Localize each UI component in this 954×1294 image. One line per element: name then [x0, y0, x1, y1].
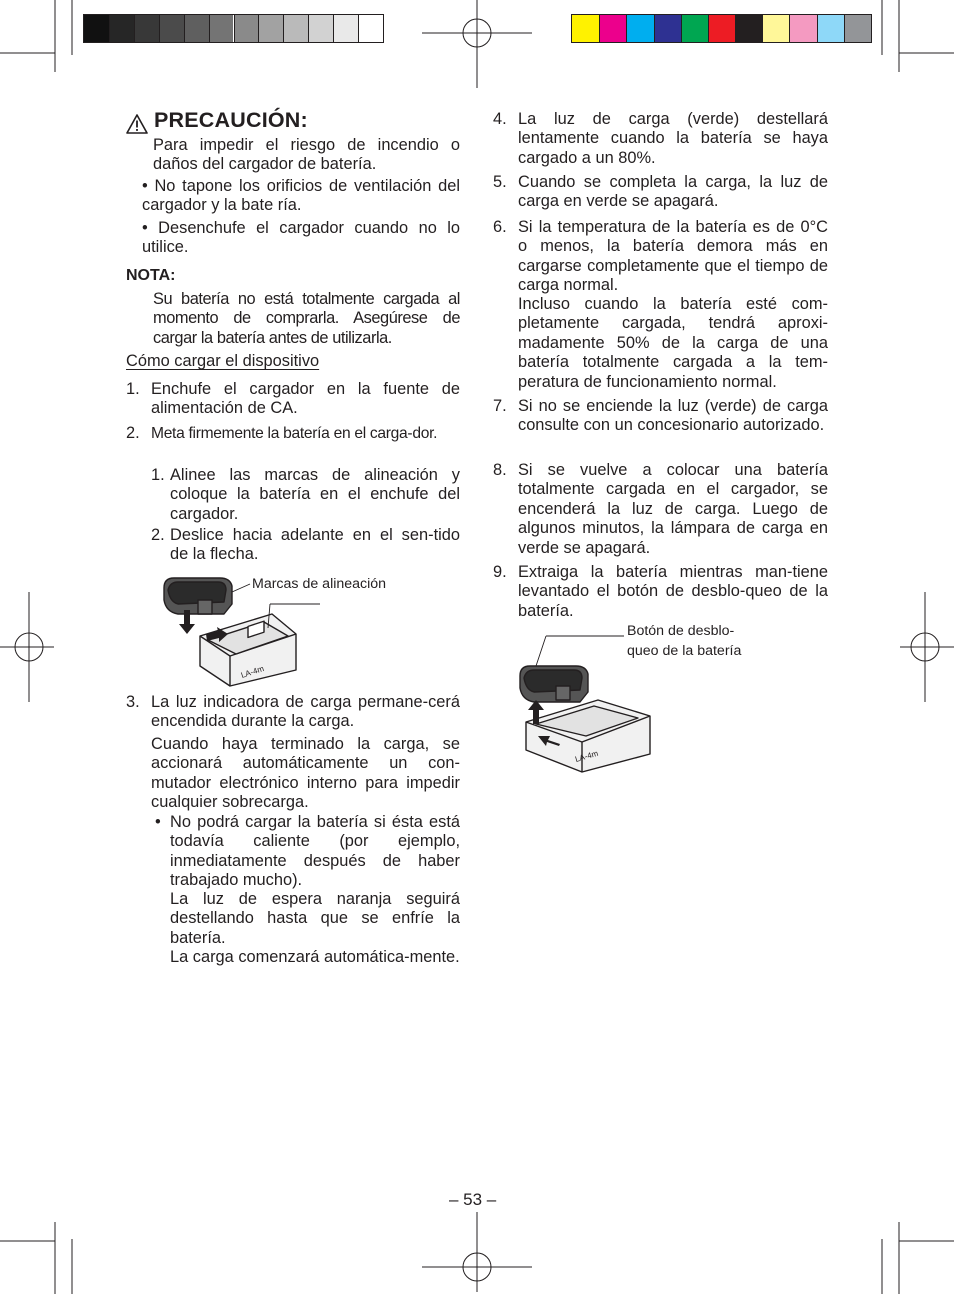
- caution-bullet-2: • Desenchufe el cargador cuando no lo utilice.: [142, 219, 460, 257]
- step-8-number: 8.: [493, 461, 507, 479]
- color-swatch: [681, 15, 708, 42]
- color-swatch: [844, 15, 871, 42]
- registration-target-right: [900, 592, 954, 702]
- alignment-marks-caption: Marcas de alineación: [252, 576, 387, 592]
- step-3-text: La luz indicadora de carga permane-cerá encendida durante la carga.: [151, 693, 460, 731]
- step-9-text: Extraiga la batería mientras man-tiene levantado el botón de desblo-queo de la batería.: [518, 563, 828, 620]
- step-6-paragraph: Incluso cuando la batería esté com-pletamente cargada, tendrá aproxi-madamente 50% de la carga de una batería totalmente cargada a la tem-peratura de funcionamiento normal.: [518, 295, 828, 391]
- step-5-number: 5.: [493, 173, 507, 191]
- step-2-sub-1-number: 1.: [151, 466, 165, 484]
- color-swatch: [789, 15, 816, 42]
- color-swatch: [708, 15, 735, 42]
- step-4-number: 4.: [493, 110, 507, 128]
- grayscale-swatch: [184, 15, 209, 42]
- step-2-number: 2.: [126, 424, 140, 442]
- caution-intro: Para impedir el riesgo de incendio o daños del cargador de batería.: [153, 136, 460, 174]
- step-6-number: 6.: [493, 218, 507, 236]
- color-swatch: [762, 15, 789, 42]
- warning-triangle-icon: [126, 114, 148, 134]
- grayscale-swatch: [109, 15, 134, 42]
- step-7-text: Si no se enciende la luz (verde) de carga consulte con un concesionario autorizado.: [518, 397, 828, 435]
- unlock-button-caption-line-2: queo de la batería: [627, 643, 742, 659]
- color-swatch: [572, 15, 599, 42]
- color-swatch: [626, 15, 653, 42]
- grayscale-swatch: [308, 15, 333, 42]
- registration-target-left: [0, 592, 54, 702]
- grayscale-swatch: [134, 15, 159, 42]
- step-3-bullet-para-2: La luz de espera naranja seguirá destellando hasta que se enfríe la batería.: [170, 890, 460, 947]
- registration-target-bottom: [422, 1212, 532, 1292]
- grayscale-swatch: [258, 15, 283, 42]
- color-swatch: [599, 15, 626, 42]
- step-3-number: 3.: [126, 693, 140, 711]
- step-6-text: Si la temperatura de la batería es de 0°C o menos, la batería demora más en cargarse completamente que el tiempo de carga normal.: [518, 218, 828, 295]
- howto-heading: Cómo cargar el dispositivo: [126, 352, 320, 370]
- step-3-paragraph: Cuando haya terminado la carga, se accionará automáticamente un con-mutador electrónico interno para impedir cualquier sobrecarga.: [151, 735, 460, 812]
- color-calibration-bar: [571, 14, 872, 43]
- step-1-number: 1.: [126, 380, 140, 398]
- caution-title: PRECAUCIÓN:: [154, 108, 308, 132]
- step-7-number: 7.: [493, 397, 507, 415]
- step-8-text: Si se vuelve a colocar una batería totalmente cargada en el cargador, se encenderá la luz de carga. Luego de algunos minutos, la lámpara de carga en verde se apagará.: [518, 461, 828, 557]
- step-1-text: Enchufe el cargador en la fuente de alimentación de CA.: [151, 380, 460, 418]
- grayscale-swatch: [159, 15, 184, 42]
- step-3-bullet-text: No podrá cargar la batería si ésta está todavía caliente (por ejemplo, inmediatamente después de haber trabajado mucho).: [170, 813, 460, 890]
- page-number: – 53 –: [449, 1190, 497, 1209]
- color-swatch: [817, 15, 844, 42]
- note-label: NOTA:: [126, 267, 176, 284]
- charger-label-2: LA-4m: [574, 748, 600, 764]
- step-2-sub-1-text: Alinee las marcas de alineación y coloque la batería en el enchufe del cargador.: [170, 466, 460, 523]
- color-swatch: [654, 15, 681, 42]
- step-5-text: Cuando se completa la carga, la luz de carga en verde se apagará.: [518, 173, 828, 211]
- step-9-number: 9.: [493, 563, 507, 581]
- grayscale-calibration-bar: [83, 14, 384, 43]
- grayscale-swatch: [283, 15, 308, 42]
- note-text: Su batería no está totalmente cargada al momento de comprarla. Asegúrese de cargar la batería antes de utilizarla.: [153, 290, 460, 347]
- color-swatch: [735, 15, 762, 42]
- step-2-text: Meta firmemente la batería en el carga-dor.: [151, 425, 438, 442]
- step-2-sub-2-text: Deslice hacia adelante en el sen-tido de la flecha.: [170, 526, 460, 564]
- charger-label: LA-4m: [239, 664, 266, 680]
- grayscale-swatch: [234, 15, 259, 42]
- registration-target-top: [422, 0, 532, 88]
- grayscale-swatch: [358, 15, 383, 42]
- grayscale-swatch: [84, 15, 109, 42]
- step-2-sub-2-number: 2.: [151, 526, 165, 544]
- grayscale-swatch: [209, 15, 234, 42]
- step-3-bullet-para-3: La carga comenzará automática-mente.: [170, 948, 460, 966]
- step-4-text: La luz de carga (verde) destellará lentamente cuando la batería se haya cargado a un 80%.: [518, 110, 828, 167]
- step-3-bullet-mark: •: [155, 813, 161, 831]
- unlock-button-caption-line-1: Botón de desblo-: [627, 623, 735, 639]
- grayscale-swatch: [333, 15, 358, 42]
- caution-bullet-1: • No tapone los orificios de ventilación del cargador y la bate ría.: [142, 177, 460, 215]
